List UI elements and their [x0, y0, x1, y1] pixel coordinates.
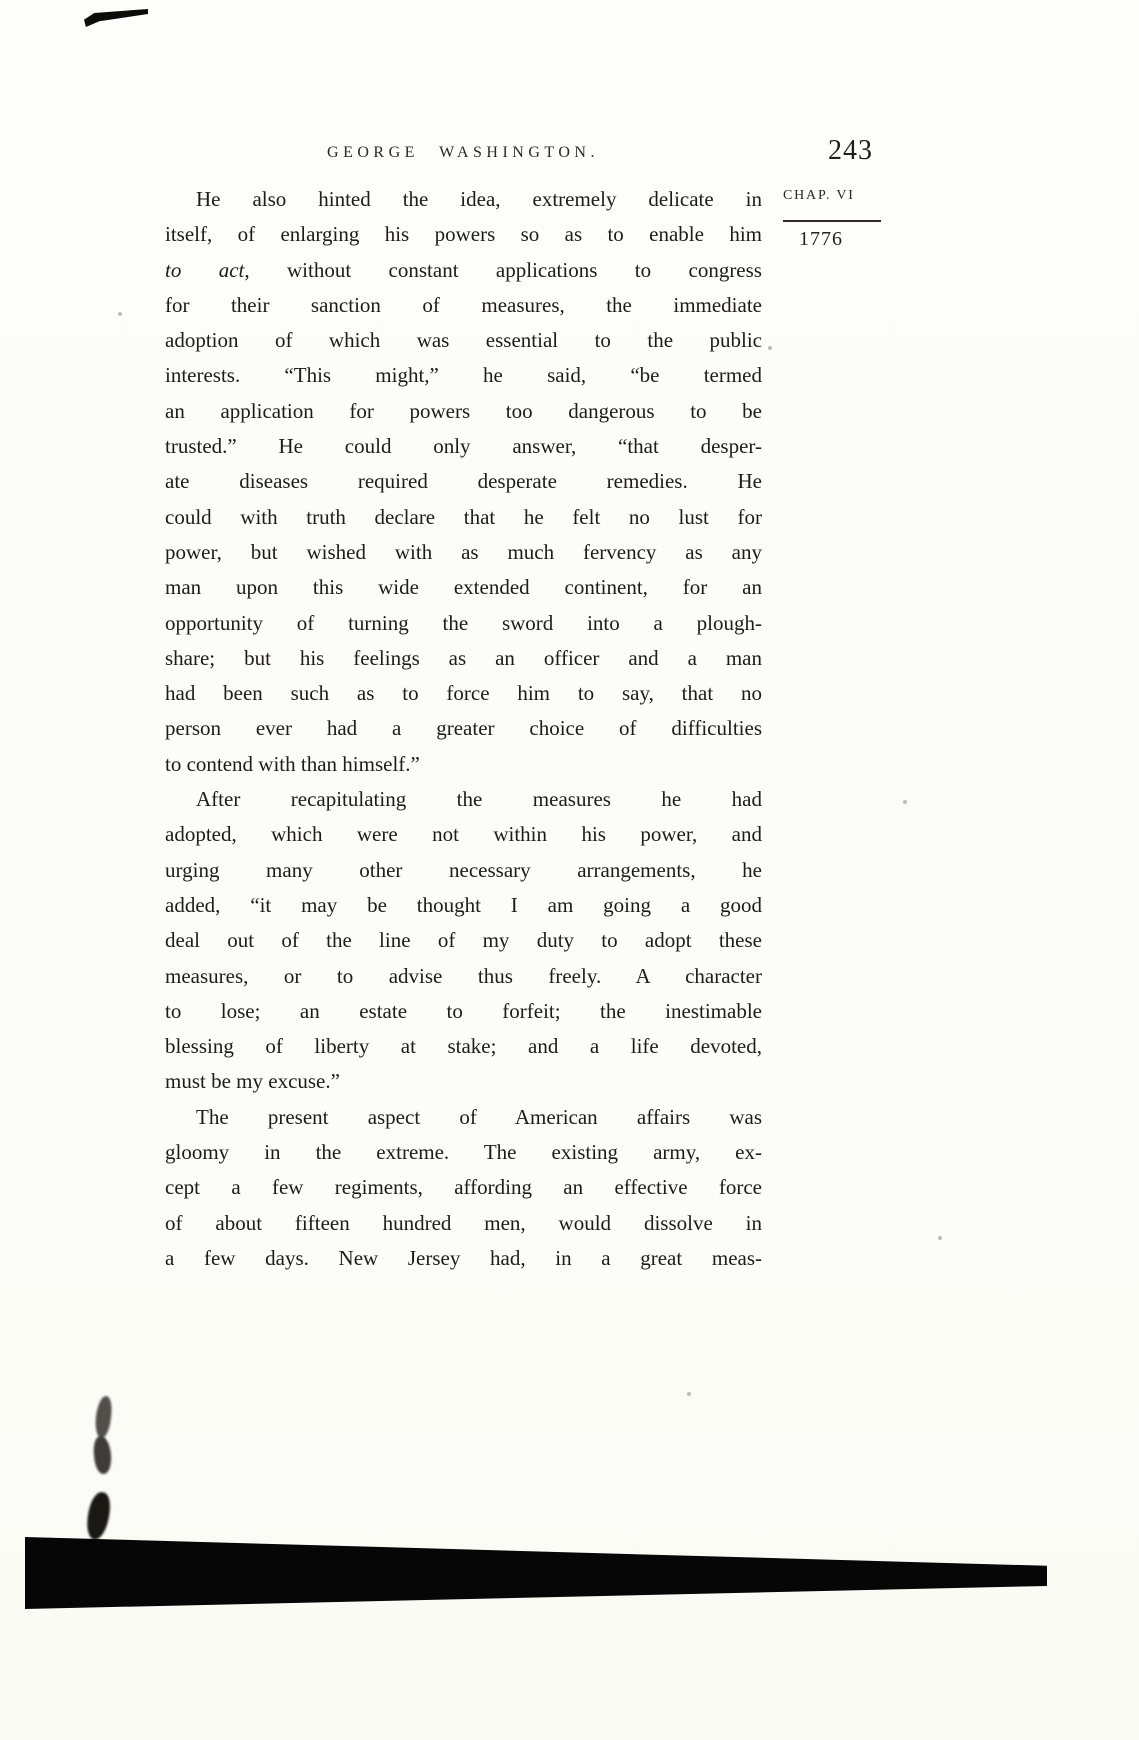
- scan-artifact-top-left: [84, 9, 148, 27]
- scan-speck: [118, 312, 122, 316]
- margin-rule: [783, 220, 881, 222]
- running-header: GEORGE WASHINGTON.: [327, 144, 599, 161]
- scan-speck: [768, 346, 772, 350]
- year-note: 1776: [799, 228, 843, 250]
- text-line: cept a few regiments, affording an effective force: [165, 1175, 762, 1200]
- text-line: adoption of which was essential to the public: [165, 328, 762, 353]
- text-line: man upon this wide extended continent, for an: [165, 575, 762, 600]
- text-line: to lose; an estate to forfeit; the inestimable: [165, 998, 762, 1023]
- chapter-note: CHAP. VI: [783, 188, 855, 203]
- body-text: [165, 182, 762, 1276]
- text-line: had been such as to force him to say, that no: [165, 681, 762, 706]
- text-line: deal out of the line of my duty to adopt these: [165, 928, 762, 953]
- text-line: adopted, which were not within his power, and: [165, 822, 762, 847]
- text-line: must be my excuse.”: [165, 1069, 340, 1094]
- text-line: opportunity of turning the sword into a plough-: [165, 610, 762, 635]
- text-line: itself, of enlarging his powers so as to enable him: [165, 222, 762, 247]
- paragraph: [165, 1100, 762, 1276]
- text-line: of about fifteen hundred men, would dissolve in: [165, 1210, 762, 1235]
- scan-artifact-smudge: [93, 1435, 113, 1474]
- text-line: trusted.” He could only answer, “that desper-: [165, 434, 762, 459]
- page-number: 243: [828, 135, 873, 166]
- paragraph: [165, 782, 762, 1100]
- text-line: share; but his feelings as an officer and a man: [165, 645, 762, 670]
- text-line: He also hinted the idea, extremely delicate in: [196, 187, 762, 211]
- text-line: to act, without constant applications to congress: [165, 257, 762, 282]
- text-line: an application for powers too dangerous to be: [165, 398, 762, 423]
- text-line: blessing of liberty at stake; and a life devoted,: [165, 1034, 762, 1059]
- text-line: person ever had a greater choice of difficulties: [165, 716, 762, 741]
- scan-artifact-smudge: [85, 1491, 112, 1541]
- text-line: for their sanction of measures, the immediate: [165, 292, 762, 317]
- scan-artifact-bottom-bar: [25, 1537, 1047, 1609]
- text-line: interests. “This might,” he said, “be termed: [165, 363, 762, 388]
- margin-notes: [783, 188, 883, 251]
- text-line: could with truth declare that he felt no lust for: [165, 504, 762, 529]
- text-line: power, but wished with as much fervency as any: [165, 539, 762, 564]
- text-line: measures, or to advise thus freely. A character: [165, 963, 762, 988]
- text-line: added, “it may be thought I am going a good: [165, 892, 762, 917]
- text-line: ate diseases required desperate remedies. He: [165, 469, 762, 494]
- text-line: After recapitulating the measures he had: [196, 787, 762, 812]
- text-line: to contend with than himself.”: [165, 751, 420, 776]
- text-line: gloomy in the extreme. The existing army, ex-: [165, 1140, 762, 1165]
- paragraph: [165, 182, 762, 782]
- scan-artifact-smudge: [94, 1395, 113, 1438]
- text-line: The present aspect of American affairs was: [196, 1104, 762, 1129]
- scan-speck: [938, 1236, 942, 1240]
- text-line: a few days. New Jersey had, in a great meas-: [165, 1245, 762, 1270]
- text-line: urging many other necessary arrangements, he: [165, 857, 762, 882]
- scan-speck: [903, 800, 907, 804]
- scan-speck: [687, 1392, 691, 1396]
